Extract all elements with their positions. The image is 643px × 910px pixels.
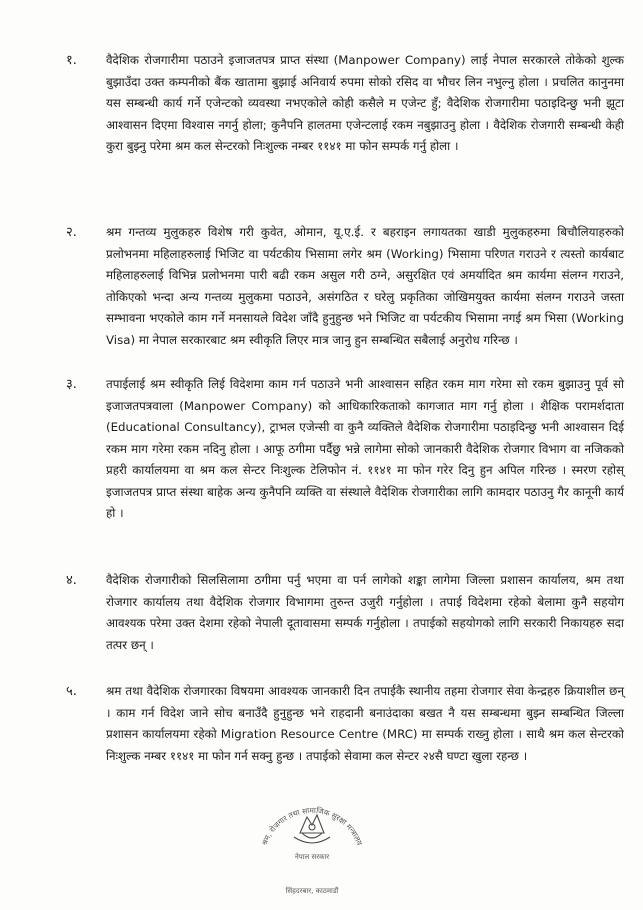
- seal-stamp-graphic: [244, 803, 380, 903]
- item-paragraph: श्रम गन्तव्य मुलुकहरु विशेष गरी कुवेत, ओमान, यू.ए.ई. र बहराइन लगायतका खाडी मुलुकहरुमा बिचौलियाहरुको प्रलोभनमा महिलाहरुलाई भिजिट वा पर्यटकीय भिसामा लगेर श्रम (Working) भिसामा परिणत गराउने र त्यस्तो कार्यबाट महिलाहरुलाई विभिन्न प्रलोभनमा पारी बढी रकम असुल गरी ठग्ने, असुरक्षित एवं अमर्यादित श्रम कार्यमा संलग्न गराउने, तोकिएको भन्दा अन्य गन्तव्य मुलुकमा पठाउने, असंगठित र घरेलु प्रकृतिका जोखिमयुक्त कार्यमा संलग्न गराउने जस्ता सम्भावना भएकोले काम गर्ने मनसायले विदेश जाँदै हुनुहुन्छ भने भिजिट वा पर्यटकीय भिसामा नगई श्रम भिसा (Working Visa) मा नेपाल सरकारबाट श्रम स्वीकृति लिएर मात्र जानु हुन सम्बन्धित सबैलाई अनुरोध गरिन्छ ।: [106, 225, 624, 347]
- seal-bottom-text: सिंहदरबार, काठमाडौं: [285, 887, 339, 895]
- official-seal: [244, 803, 380, 903]
- item-number: १.: [66, 53, 77, 68]
- seal-ring-text: श्रम, रोजगार तथा सामाजिक सुरक्षा मन्त्रालय: [259, 805, 365, 847]
- svg-text:श्रम, रोजगार तथा सामाजिक सुरक्: [260, 806, 364, 847]
- item-paragraph: वैदेशिक रोजगारीको सिलसिलामा ठगीमा पर्नु भएमा वा पर्न लागेको शङ्का लागेमा जिल्ला प्रशासन कार्यालय, श्रम तथा रोजगार कार्यालय तथा वैदेशिक रोजगार विभागमा तुरुन्त उजुरी गर्नुहोला । तपाई विदेशमा रहेको बेलामा कुनै सहयोग आवश्यक परेमा उक्त देशमा रहेको नेपाली दूतावासमा सम्पर्क गर्नुहोला । तपाईको सहयोगको लागि सरकारी निकायहरु सदा तत्पर छन् ।: [106, 573, 624, 652]
- item-paragraph: वैदेशिक रोजगारीमा पठाउने इजाजतपत्र प्राप्त संस्था (Manpower Company) लाई नेपाल सरकारले तोकेको शुल्क बुझाउँदा उक्त कम्पनीको बैंक खातामा बुझाई अनिवार्य रुपमा सोको रसिद वा भौचर लिन नभुल्नु होला । प्रचलित कानुनमा यस सम्बन्धी कार्य गर्ने एजेन्टको व्यवस्था नभएकोले कोही कसैले म एजेन्ट हुँ; वैदेशिक रोजगारीमा पठाइदिन्छु भनी झूटा आश्वासन दिएमा विश्वास नगर्नु होला; कुनैपनि हालतमा एजेन्टलाई रकम नबुझाउनु होला । वैदेशिक रोजगारी सम्बन्धी केही कुरा बुझ्नु परेमा श्रम कल सेन्टरको निःशुल्क नम्बर ११४१ मा फोन सम्पर्क गर्नु होला ।: [106, 53, 624, 153]
- item-number: २.: [66, 225, 77, 240]
- item-paragraph: श्रम तथा वैदेशिक रोजगारका विषयमा आवश्यक जानकारी दिन तपाईकै स्थानीय तहमा रोजगार सेवा केन्द्रहरु क्रियाशील छन् । काम गर्न विदेश जाने सोच बनाउँदै हुनुहुन्छ भने राहदानी बनाउंदाका बखत नै यस सम्बन्धमा बुझ्न सम्बन्धित जिल्ला प्रशासन कार्यालयमा रहेको Migration Resource Centre (MRC) मा सम्पर्क राख्नु होला । साथै श्रम कल सेन्टरको निःशुल्क नम्बर ११४१ मा फोन गर्न सक्नु हुन्छ । तपाईको सेवामा कल सेन्टर २४सै घण्टा खुला रहन्छ ।: [106, 684, 624, 763]
- item-number: ३.: [66, 377, 77, 392]
- item-paragraph: तपाईलाई श्रम स्वीकृति लिई विदेशमा काम गर्न पठाउने भनी आश्वासन सहित रकम माग गरेमा सो रकम बुझाउनु पूर्व सो इजाजतपत्रवाला (Manpower Company) को आधिकारिकताको कागजात माग गर्नु होला । शैक्षिक परामर्शदाता (Educational Consultancy), ट्राभल एजेन्सी वा कुनै व्यक्तिले वैदेशिक रोजगारीमा पठाइदिन्छु भनी आश्वासन दिई रकम माग गरेमा रकम नदिनु होला । आफू ठगीमा पर्दैछु भन्ने लागेमा सोको जानकारी वैदेशिक रोजगार विभाग वा नजिकको प्रहरी कार्यालयमा वा श्रम कल सेन्टर निःशुल्क टेलिफोन नं. ११४१ मा फोन गरेर दिनु हुन अपिल गरिन्छ । स्मरण रहोस् इजाजतपत्र प्राप्त संस्था बाहेक अन्य कुनैपनि व्यक्ति वा संस्थाले वैदेशिक रोजगारीका लागि कामदार पठाउनु गैर कानूनी कार्य हो ।: [106, 377, 624, 520]
- item-number: ५.: [66, 684, 77, 699]
- seal-top-text: नेपाल सरकार: [294, 853, 330, 861]
- item-number: ४.: [66, 573, 77, 588]
